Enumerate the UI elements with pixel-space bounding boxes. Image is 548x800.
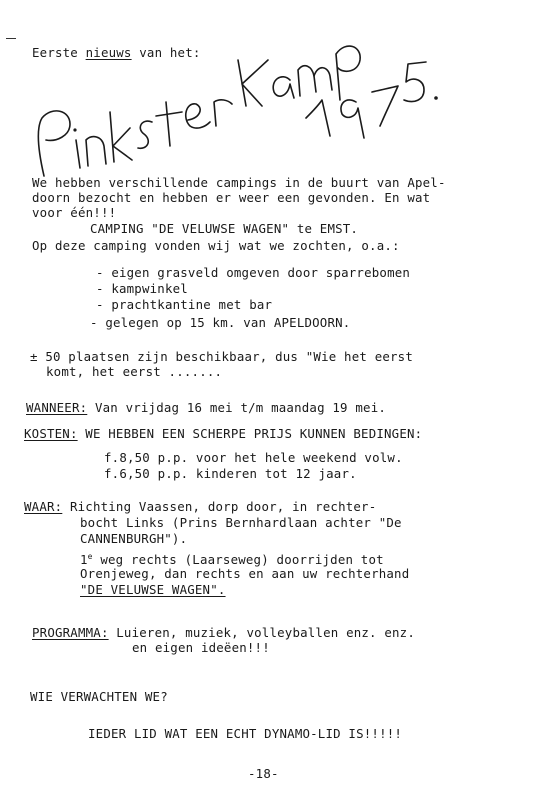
kosten-label: KOSTEN: (24, 426, 78, 441)
waar-line-4 (80, 550, 384, 567)
page-number: -18- (248, 766, 279, 781)
intro-heading-underlined: nieuws (85, 45, 132, 60)
wanneer-label: WANNEER: (26, 400, 88, 415)
programma-line-1 (32, 626, 415, 640)
intro-heading-pre: Eerste (32, 45, 86, 60)
waar-label: WAAR: (24, 499, 63, 514)
wanneer-line (26, 401, 386, 415)
camping-found: Op deze camping vonden wij wat we zochten, o.a.: (32, 238, 400, 253)
waar-text: Richting Vaassen, dorp door, in rechter- (62, 499, 377, 514)
waar-ordinal-suffix: e (87, 552, 93, 561)
places-line-1: ± 50 plaatsen zijn beschikbaar, dus "Wie het eerst (30, 349, 413, 364)
feature-item: - prachtkantine met bar (96, 297, 273, 312)
price-adult: f.8,50 p.p. voor het hele weekend volw. (104, 450, 403, 465)
intro-line-3: voor één!!! (32, 205, 117, 220)
feature-item: - kampwinkel (96, 281, 188, 296)
intro-line-2: doorn bezocht en hebben er weer een gevonden. En wat (32, 190, 431, 205)
kosten-line (24, 427, 422, 441)
handwritten-title (0, 0, 548, 180)
answer-line: IEDER LID WAT EEN ECHT DYNAMO-LID IS!!!!! (88, 726, 403, 741)
price-child: f.6,50 p.p. kinderen tot 12 jaar. (104, 466, 357, 481)
waar-line-3: CANNENBURGH"). (80, 531, 188, 546)
waar-line-5: Orenjeweg, dan rechts en aan uw rechterhand (80, 566, 410, 581)
camping-name: CAMPING "DE VELUWSE WAGEN" te EMST. (90, 221, 359, 236)
waar-line-1 (24, 500, 376, 514)
places-line-2: komt, het eerst ....... (46, 364, 223, 379)
kosten-text: WE HEBBEN EEN SCHERPE PRIJS KUNNEN BEDINGEN: (77, 426, 423, 441)
waar-ordinal: 1 (80, 552, 88, 568)
programma-text: Luieren, muziek, volleyballen enz. enz. (108, 625, 416, 640)
intro-line-1: We hebben verschillende campings in de buurt van Apel- (32, 175, 446, 190)
programma-label: PROGRAMMA: (32, 625, 109, 640)
waar-line-6: "DE VELUWSE WAGEN". (80, 582, 226, 597)
waar-line-2: bocht Links (Prins Bernhardlaan achter "De (80, 515, 402, 530)
feature-item: - eigen grasveld omgeven door sparrebomen (96, 265, 411, 280)
wanneer-text: Van vrijdag 16 mei t/m maandag 19 mei. (87, 400, 387, 415)
feature-item: - gelegen op 15 km. van APELDOORN. (90, 315, 351, 330)
intro-heading-post: van het: (131, 45, 201, 60)
programma-line-2: en eigen ideëen!!! (132, 640, 270, 655)
question-line: WIE VERWACHTEN WE? (30, 689, 168, 704)
waar-line-4-text: weg rechts (Laarseweg) doorrijden tot (92, 552, 384, 568)
